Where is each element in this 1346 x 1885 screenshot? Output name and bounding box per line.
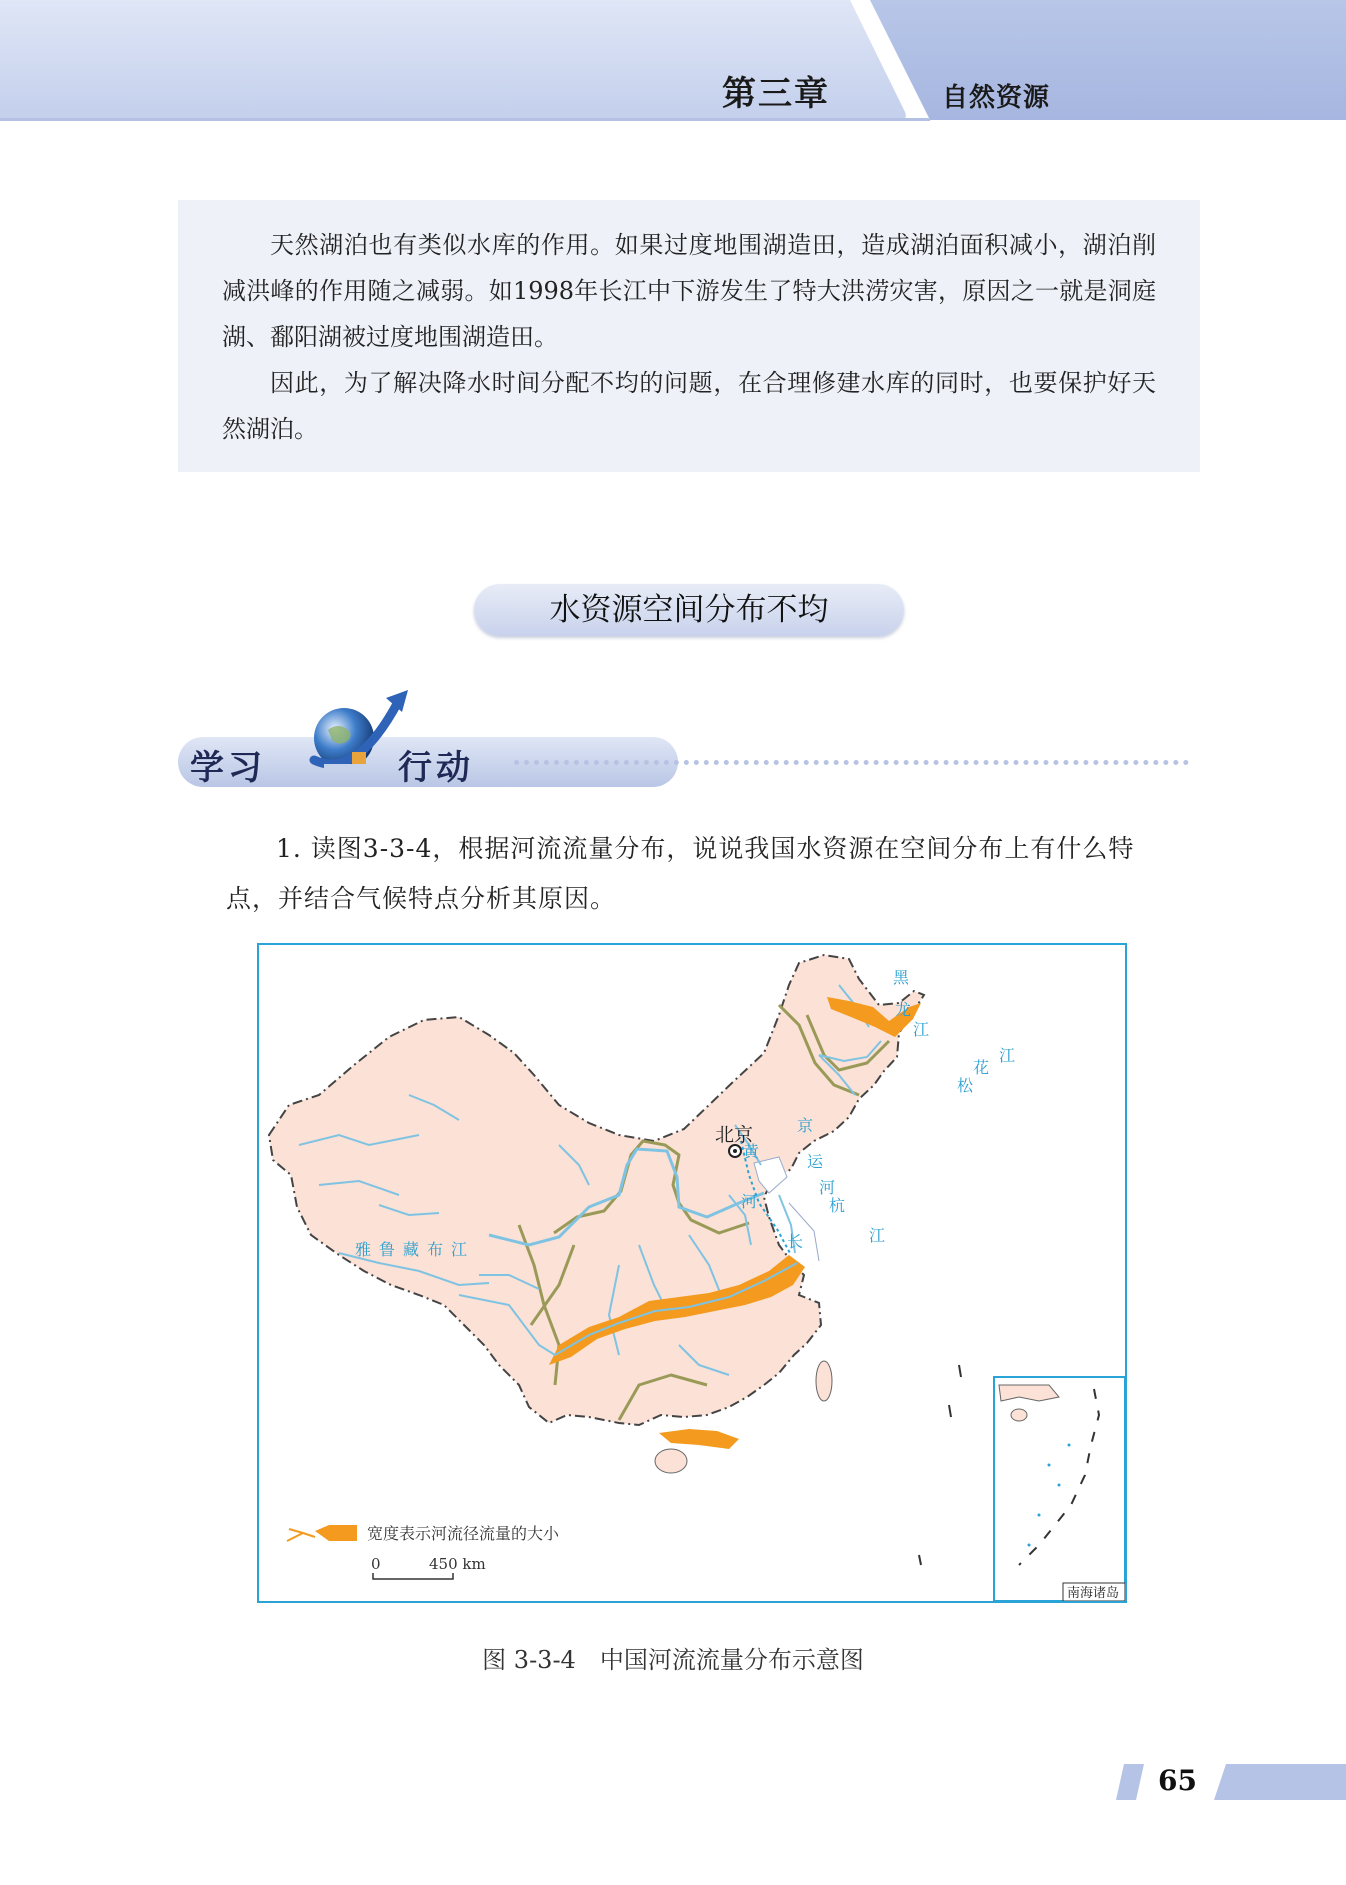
chapter-title: 自然资源 [942, 83, 1051, 113]
label-huanghe-2: 河 [741, 1192, 758, 1211]
info-box [178, 200, 1200, 472]
page-number-tab [1114, 1760, 1346, 1804]
scale-bar [373, 1573, 453, 1579]
dotted-divider [514, 760, 1189, 765]
label-canal-1: 运 [807, 1152, 824, 1171]
label-songhua-1: 松 [957, 1076, 974, 1095]
beijing-label: 北京 [715, 1124, 754, 1146]
question-1: 1. 读图3-3-4，根据河流流量分布，说说我国水资源在空间分布上有什么特点，并结合气候特点分析其原因。 [226, 834, 1135, 913]
legend-text: 宽度表示河流径流量的大小 [367, 1524, 560, 1543]
label-songhua-3: 江 [999, 1046, 1016, 1065]
header-banner [0, 0, 1346, 125]
china-river-flow-map [257, 943, 1127, 1603]
page-header [0, 0, 1346, 125]
page-number: 65 [1158, 1764, 1197, 1797]
label-changjiang-1: 长 [787, 1232, 804, 1251]
learning-action-banner [176, 690, 1206, 800]
map-legend [287, 1524, 560, 1579]
map-canvas [259, 945, 1125, 1601]
globe-arrow-icon [286, 690, 416, 800]
label-heilongjiang-2: 龙 [895, 1000, 912, 1019]
taiwan-island [816, 1361, 832, 1401]
pearl-flow-band [659, 1429, 739, 1449]
scale-zero: 0 [371, 1555, 381, 1573]
hainan-island [655, 1449, 687, 1473]
label-canal-4: 杭 [829, 1196, 846, 1215]
section-title: 水资源空间分布不均 [474, 584, 904, 636]
label-huanghe-1: 黄 [743, 1142, 760, 1161]
south-china-sea-inset [994, 1377, 1125, 1601]
label-yarlung: 雅鲁藏布江 [355, 1240, 476, 1259]
chapter-number: 第三章 [722, 74, 830, 114]
beijing-marker-dot [733, 1149, 737, 1153]
inset-label: 南海诸岛 [1067, 1586, 1120, 1601]
action-label: 行动 [398, 748, 474, 788]
figure-caption: 图 3-3-4 中国河流流量分布示意图 [482, 1646, 864, 1674]
label-songhua-2: 花 [973, 1058, 990, 1077]
info-paragraph-1: 天然湖泊也有类似水库的作用。如果过度地围湖造田，造成湖泊面积减小，湖泊削减洪峰的作用随之减弱。如1998年长江中下游发生了特大洪涝灾害，原因之一就是洞庭湖、鄱阳湖被过度地围湖造田。 [222, 231, 1156, 351]
label-heilongjiang-1: 黑 [893, 968, 910, 987]
learning-label: 学习 [190, 748, 266, 788]
info-paragraph-2: 因此，为了解决降水时间分配不均的问题，在合理修建水库的同时，也要保护好天然湖泊。 [222, 369, 1156, 443]
label-changjiang-2: 江 [869, 1226, 886, 1245]
scale-value: 450 km [429, 1555, 486, 1573]
label-canal-2: 河 [819, 1178, 836, 1197]
label-canal-3: 京 [797, 1116, 814, 1135]
label-heilongjiang-3: 江 [913, 1020, 930, 1039]
